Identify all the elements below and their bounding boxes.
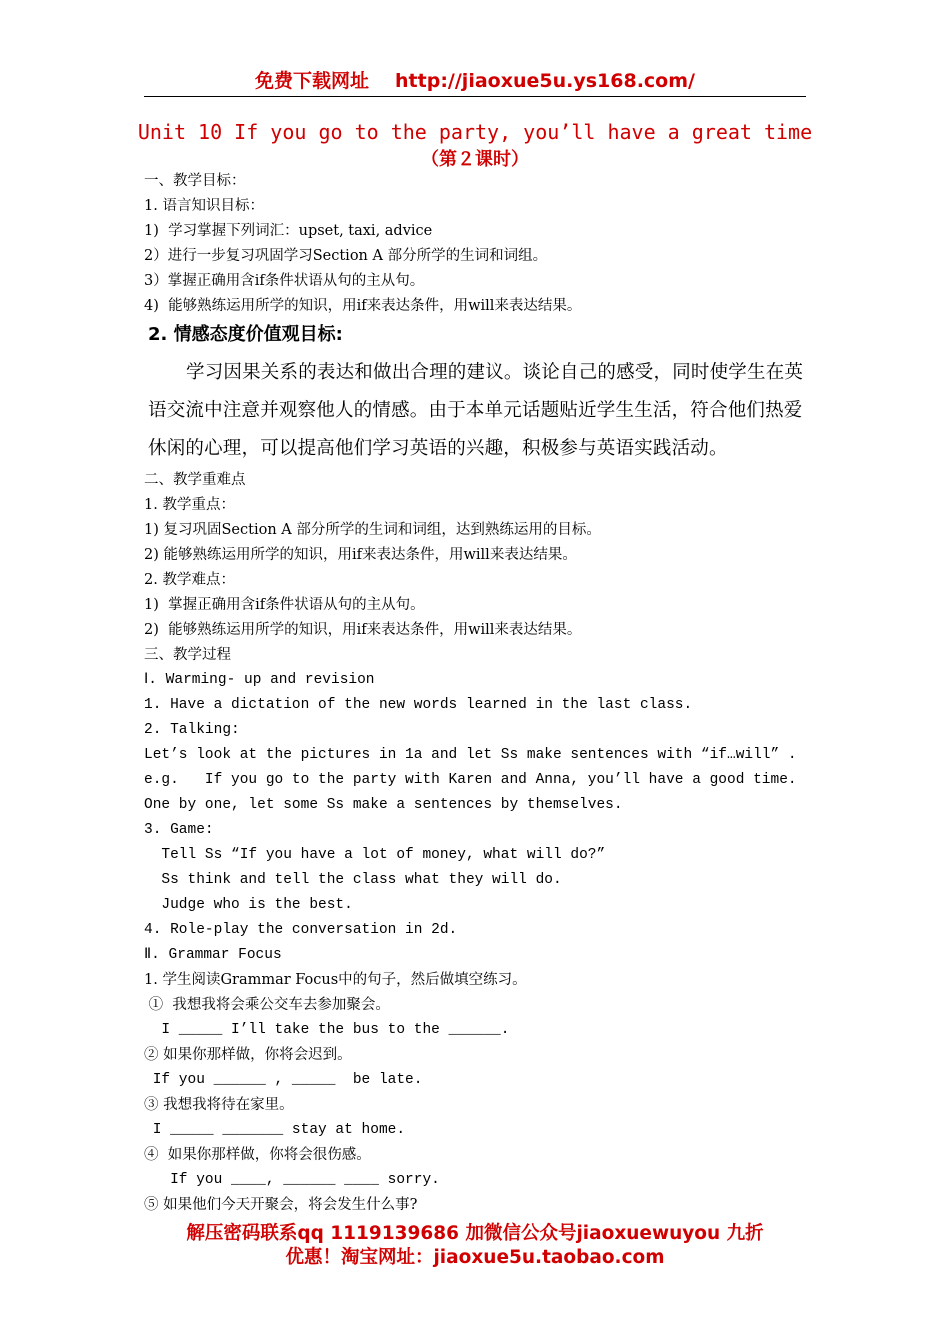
process-line: If you ______ , _____ be late. <box>144 1072 423 1088</box>
focus-heading: 1. 教学重点： <box>144 497 235 513</box>
process-line: 4. Role-play the conversation in 2d. <box>144 922 458 938</box>
process-line: ③ 我想我将待在家里。 <box>144 1097 294 1113</box>
focus-item: 1) 复习巩固Section A 部分所学的生词和词组，达到熟练运用的目标。 <box>144 522 601 538</box>
process-heading: 三、教学过程 <box>144 647 231 663</box>
process-line: Ss think and tell the class what they will do. <box>144 872 562 888</box>
header-label: 免费下载网址 <box>255 70 370 92</box>
process-line: Ⅰ. Warming- up and revision <box>144 672 375 688</box>
process-line: ④ 如果你那样做，你将会很伤感。 <box>144 1147 371 1163</box>
key-points-heading: 二、教学重难点 <box>144 472 246 488</box>
emotion-objectives-heading: 2. 情感态度价值观目标: <box>148 324 343 345</box>
process-line: ② 如果你那样做，你将会迟到。 <box>144 1047 352 1063</box>
process-line: Tell Ss “If you have a lot of money, what will do?” <box>144 847 606 863</box>
process-line: Judge who is the best. <box>144 897 353 913</box>
process-line: I _____ _______ stay at home. <box>144 1122 406 1138</box>
objectives-heading: 一、教学目标： <box>144 173 246 189</box>
footer-line: 优惠！淘宝网址：jiaoxue5u.taobao.com <box>285 1247 665 1268</box>
process-line: ⑤ 如果他们今天开聚会，将会发生什么事? <box>144 1197 418 1213</box>
emotion-objectives-text: 学习因果关系的表达和做出合理的建议。谈论自己的感受，同时使学生在英语交流中注意并观察他人的情感。由于本单元话题贴近学生生活，符合他们热爱休闲的心理，可以提高他们学习英语的兴趣，积极参与英语实践活动。 <box>148 362 804 459</box>
process-line: 1. 学生阅读Grammar Focus中的句子，然后做填空练习。 <box>144 972 527 988</box>
process-line: If you ____, ______ ____ sorry. <box>144 1172 440 1188</box>
focus-item: 2) 能够熟练运用所学的知识，用if来表达条件，用will来表达结果。 <box>144 547 577 563</box>
process-line: Ⅱ. Grammar Focus <box>144 947 282 963</box>
difficulty-item: 1) 掌握正确用含if条件状语从句的主从句。 <box>144 597 425 613</box>
footer-line: 解压密码联系qq 1119139686 加微信公众号jiaoxuewuyou 九折 <box>186 1223 764 1244</box>
page-header <box>144 66 806 97</box>
process-line: 3. Game: <box>144 822 214 838</box>
process-line: ① 我想我将会乘公交车去参加聚会。 <box>144 997 390 1013</box>
objective-item: 2）进行一步复习巩固学习Section A 部分所学的生词和词组。 <box>144 248 548 264</box>
process-line: One by one, let some Ss make a sentences by themselves. <box>144 797 623 813</box>
document-title: Unit 10 If you go to the party, you’ll have a great time <box>137 120 813 144</box>
objective-item: 1) 学习掌握下列词汇：upset, taxi, advice <box>144 223 433 239</box>
objective-item: 4) 能够熟练运用所学的知识，用if来表达条件，用will来表达结果。 <box>144 298 582 314</box>
header-url-link[interactable]: http://jiaoxue5u.ys168.com/ <box>395 70 695 92</box>
difficulty-heading: 2. 教学难点： <box>144 572 235 588</box>
process-line: 2. Talking: <box>144 722 240 738</box>
process-line: e.g. If you go to the party with Karen and Anna, you’ll have a good time. <box>144 772 797 788</box>
document-subtitle: （第２课时） <box>421 149 529 170</box>
difficulty-item: 2) 能够熟练运用所学的知识，用if来表达条件，用will来表达结果。 <box>144 622 582 638</box>
language-objectives-heading: 1. 语言知识目标： <box>144 198 264 214</box>
process-line: Let’s look at the pictures in 1a and let Ss make sentences with “if…will” . <box>144 747 797 763</box>
process-line: I _____ I’ll take the bus to the ______. <box>144 1022 510 1038</box>
process-line: 1. Have a dictation of the new words learned in the last class. <box>144 697 693 713</box>
objective-item: 3）掌握正确用含if条件状语从句的主从句。 <box>144 273 425 289</box>
